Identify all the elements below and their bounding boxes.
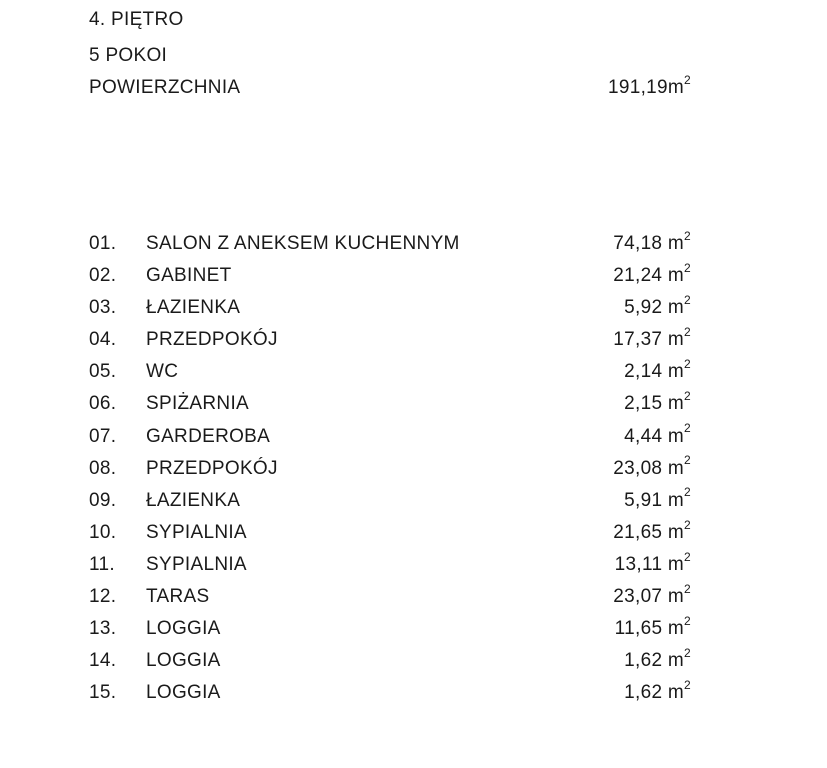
room-row (89, 583, 691, 615)
room-name: PRZEDPOKÓJ (146, 329, 278, 351)
room-row (89, 326, 691, 358)
room-area: 21,24 $m^2$ (613, 260, 691, 287)
room-row (89, 230, 691, 262)
room-name: SPIŻARNIA (146, 393, 249, 415)
room-name: LOGGIA (146, 618, 221, 640)
room-area: 17,37 $m^2$ (613, 324, 691, 351)
room-number: 14. (89, 650, 117, 672)
room-row (89, 519, 691, 551)
room-number: 07. (89, 425, 117, 447)
room-number: 15. (89, 682, 117, 704)
room-name: SALON Z ANEKSEM KUCHENNYM (146, 233, 460, 254)
room-name: GARDEROBA (146, 425, 271, 447)
room-name: PRZEDPOKÓJ (146, 457, 278, 479)
room-name: ŁAZIENKA (146, 489, 241, 511)
room-number: 13. (89, 618, 117, 640)
room-area: 23,08 $m^2$ (613, 453, 691, 479)
room-number: 09. (89, 489, 117, 511)
room-number: 08. (89, 457, 117, 479)
room-name: WC (146, 361, 179, 383)
room-row (89, 423, 691, 455)
room-row (89, 615, 691, 647)
room-number: 05. (89, 361, 117, 383)
room-area: 2,14 $m^2$ (624, 357, 691, 383)
room-list (89, 230, 691, 711)
room-name: LOGGIA (146, 650, 221, 672)
room-number: 06. (89, 393, 117, 415)
room-row (89, 358, 691, 390)
room-number: 02. (89, 265, 117, 287)
room-row (89, 551, 691, 583)
room-number: 11. (89, 553, 115, 575)
room-name: SYPIALNIA (146, 553, 247, 575)
room-row (89, 455, 691, 487)
room-name: ŁAZIENKA (146, 297, 241, 319)
room-area: 1,62 $m^2$ (624, 645, 691, 672)
rooms-count-label: 5 POKOI (89, 45, 168, 66)
room-name: TARAS (146, 586, 210, 608)
room-row (89, 294, 691, 326)
room-area: 4,44 $m^2$ (624, 421, 691, 447)
room-area: 1,62 $m^2$ (624, 677, 691, 704)
room-number: 01. (89, 233, 117, 254)
room-name: SYPIALNIA (146, 521, 247, 543)
room-area: 74,18 $m^2$ (613, 228, 691, 254)
room-name: LOGGIA (146, 682, 221, 704)
room-area: 11,65 $m^2$ (614, 613, 691, 640)
room-number: 12. (89, 586, 117, 608)
total-area-value: $191,19m^2$ (607, 72, 691, 98)
room-area: 21,65 $m^2$ (613, 517, 691, 543)
room-area: 2,15 $m^2$ (624, 389, 691, 415)
room-number: 04. (89, 329, 117, 351)
room-number: 10. (89, 521, 117, 543)
room-area: 13,11 $m^2$ (614, 549, 691, 575)
room-area: 5,92 $m^2$ (624, 292, 691, 319)
room-row (89, 487, 691, 519)
room-area: 5,91 $m^2$ (624, 485, 691, 511)
room-row (89, 262, 691, 294)
room-row (89, 390, 691, 422)
room-number: 03. (89, 297, 117, 319)
room-name: GABINET (146, 265, 232, 287)
floor-label: 4. PIĘTRO (89, 9, 184, 30)
room-row (89, 647, 691, 679)
total-area-label: POWIERZCHNIA (89, 77, 241, 98)
room-area: 23,07 $m^2$ (613, 581, 691, 608)
room-row (89, 679, 691, 711)
